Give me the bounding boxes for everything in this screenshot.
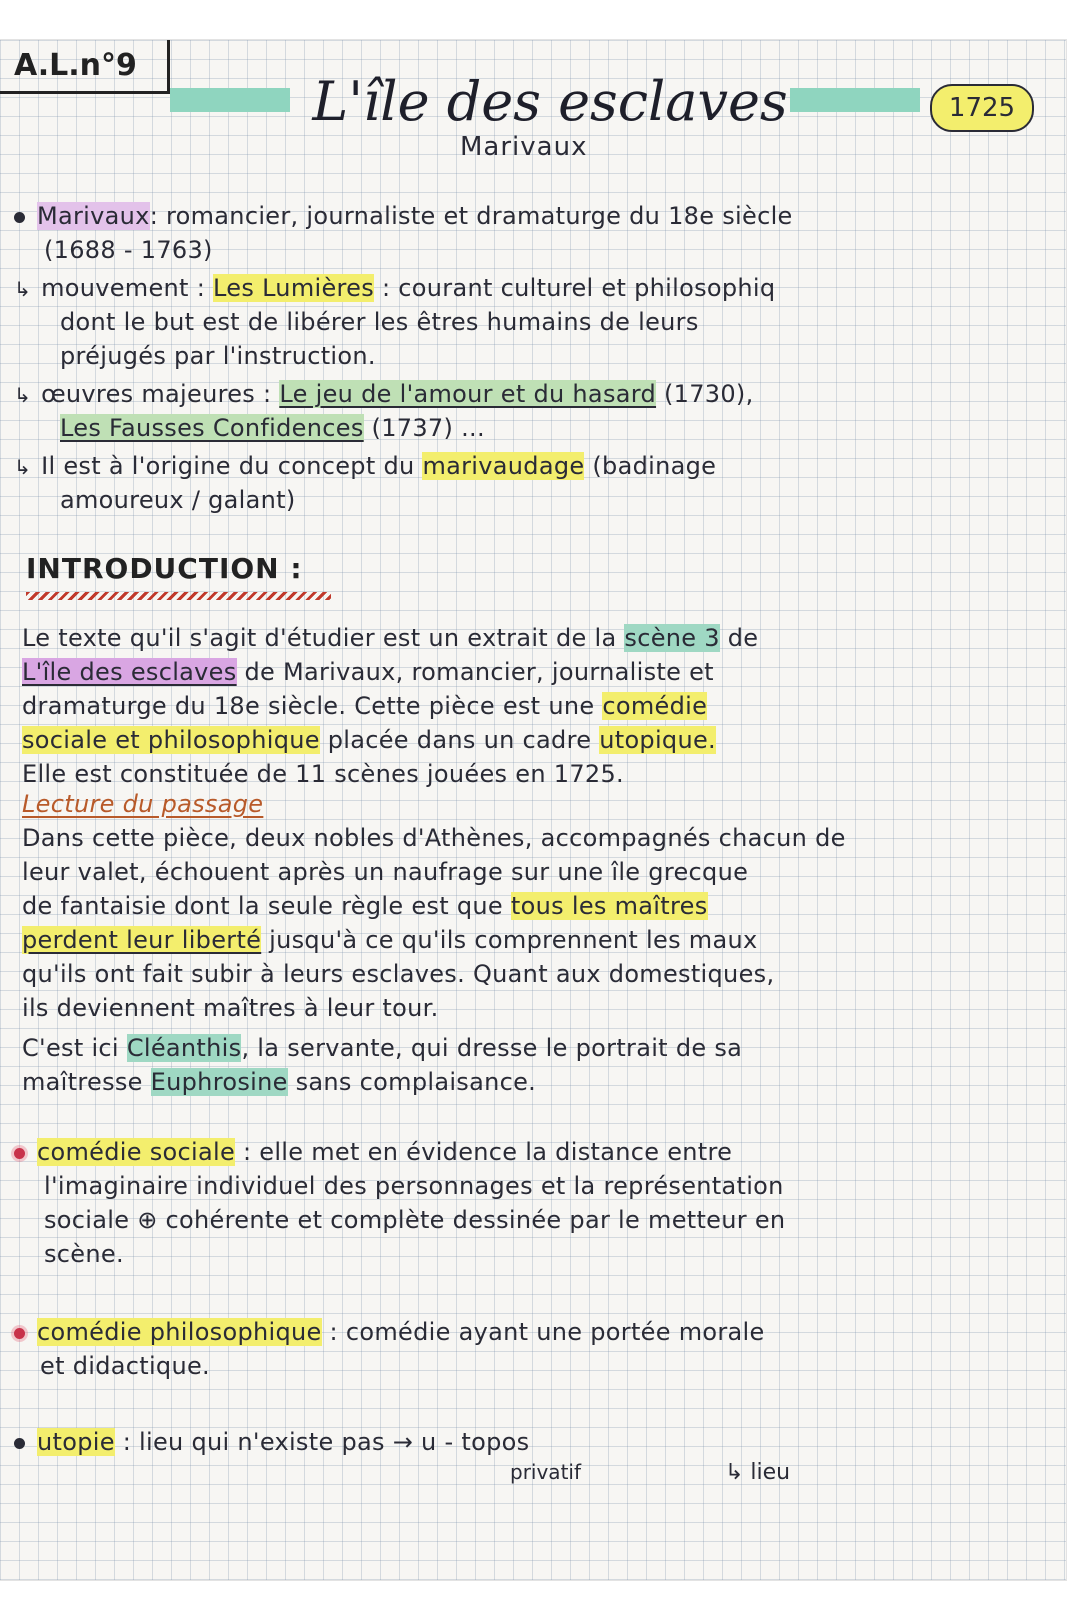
intro-p2-l6: ils deviennent maîtres à leur tour. <box>22 994 439 1022</box>
bio-movement-2: dont le but est de libérer les êtres humains de leurs <box>60 308 699 336</box>
author-highlight: Marivaux <box>37 202 150 230</box>
work-title-1: Le jeu de l'amour et du hasard <box>279 380 657 408</box>
scene-highlight: scène 3 <box>624 624 720 652</box>
intro-p2-l4 <box>22 922 758 958</box>
place-label: ↳ lieu <box>725 1460 791 1485</box>
bio-movement-3: préjugés par l'instruction. <box>60 342 376 370</box>
def-text: : lieu qui n'existe pas → u - topos <box>114 1428 530 1456</box>
privative-label: privatif <box>510 1460 582 1484</box>
genre-highlight: comédie <box>602 692 708 720</box>
bullet-dot-icon <box>14 1148 25 1159</box>
movement-lead: mouvement : <box>41 274 214 302</box>
bio-line-1-text: : romancier, journaliste et dramaturge du 18e siècle <box>149 202 793 230</box>
intro-text: jusqu'à ce qu'ils comprennent les maux <box>261 926 758 954</box>
def-utopia-l1 <box>14 1424 529 1460</box>
al-label: A.L.n°9 <box>14 48 137 83</box>
def-philo-l2: et didactique. <box>40 1352 210 1380</box>
def-social-l4: scène. <box>44 1240 124 1268</box>
section-title-introduction: INTRODUCTION : <box>26 552 303 585</box>
intro-p1-l1 <box>22 620 758 656</box>
year-badge <box>930 84 1034 132</box>
play-title-highlight: L'île des esclaves <box>22 658 237 686</box>
bullet-dot-icon <box>14 1328 25 1339</box>
bio-movement <box>14 270 775 307</box>
concept-rest: (badinage <box>584 452 717 480</box>
intro-p1-l4 <box>22 722 716 758</box>
bullet-dot-icon <box>14 212 25 223</box>
bio-line-1 <box>14 198 793 234</box>
bio-line-2: (1688 - 1763) <box>44 236 213 264</box>
def-social-l2: l'imaginaire individuel des personnages et la représentation <box>44 1172 784 1200</box>
rule-highlight-2: perdent leur liberté <box>22 926 262 954</box>
work-year-2: (1737) ... <box>363 414 485 442</box>
term-philosophical-comedy: comédie philosophique <box>37 1318 322 1346</box>
intro-text: de Marivaux, romancier, journaliste et <box>236 658 714 686</box>
wavy-underline <box>26 592 331 600</box>
intro-text: de fantaisie dont la seule règle est que <box>22 892 511 920</box>
al-label-box <box>0 40 170 94</box>
character-highlight-2: Euphrosine <box>150 1068 288 1096</box>
year-label: 1725 <box>948 93 1016 123</box>
term-utopia: utopie <box>37 1428 115 1456</box>
intro-p1-l2 <box>22 654 714 690</box>
intro-text: placée dans un cadre <box>319 726 600 754</box>
intro-text: Le texte qu'il s'agit d'étudier est un extrait de la <box>22 624 625 652</box>
intro-p2-l5: qu'ils ont fait subir à leurs esclaves. Quant aux domestiques, <box>22 960 775 988</box>
def-social-l3: sociale ⊕ cohérente et complète dessinée par le metteur en <box>44 1206 786 1234</box>
arrow-right-icon: ↳ <box>14 383 32 407</box>
movement-highlight: Les Lumières <box>213 274 375 302</box>
bio-concept-2: amoureux / galant) <box>60 486 296 514</box>
bullet-dot-icon <box>14 1438 25 1449</box>
notebook-page <box>0 40 1066 1580</box>
title-band-left <box>170 88 290 112</box>
intro-text: C'est ici <box>22 1034 127 1062</box>
intro-p3-l2 <box>22 1064 536 1100</box>
intro-p1-l5: Elle est constituée de 11 scènes jouées en 1725. <box>22 760 624 788</box>
arrow-right-icon: ↳ <box>14 277 32 301</box>
intro-text: maîtresse <box>22 1068 151 1096</box>
character-highlight: Cléanthis <box>126 1034 242 1062</box>
def-social-l1 <box>14 1134 732 1170</box>
genre-highlight-2: sociale et philosophique <box>22 726 320 754</box>
intro-p1-l3 <box>22 688 707 724</box>
def-text: : elle met en évidence la distance entre <box>235 1138 733 1166</box>
term-social-comedy: comédie sociale <box>37 1138 236 1166</box>
reading-label: Lecture du passage <box>22 790 264 818</box>
intro-text: sans complaisance. <box>287 1068 537 1096</box>
def-philo-l1 <box>14 1314 765 1350</box>
intro-text: , la servante, qui dresse le portrait de sa <box>241 1034 743 1062</box>
intro-p2-l3 <box>22 888 708 924</box>
works-lead: œuvres majeures : <box>41 380 280 408</box>
concept-lead: Il est à l'origine du concept du <box>41 452 423 480</box>
rule-highlight: tous les maîtres <box>510 892 708 920</box>
work-year-1: (1730), <box>656 380 754 408</box>
intro-p3-l1 <box>22 1030 742 1066</box>
intro-p2-l1: Dans cette pièce, deux nobles d'Athènes, accompagnés chacun de <box>22 824 846 852</box>
concept-highlight: marivaudage <box>422 452 585 480</box>
bio-works-2 <box>60 410 485 446</box>
bio-concept <box>14 448 716 485</box>
page-title: L'île des esclaves <box>312 70 788 133</box>
movement-rest: : courant culturel et philosophiq <box>374 274 776 302</box>
intro-text: de <box>719 624 759 652</box>
bio-works <box>14 376 754 413</box>
arrow-right-icon: ↳ <box>14 455 32 479</box>
intro-text: dramaturge du 18e siècle. Cette pièce est une <box>22 692 603 720</box>
intro-p2-l2: leur valet, échouent après un naufrage sur une île grecque <box>22 858 749 886</box>
author-name: Marivaux <box>460 132 588 162</box>
def-text: : comédie ayant une portée morale <box>321 1318 765 1346</box>
work-title-2: Les Fausses Confidences <box>60 414 364 442</box>
utopia-highlight: utopique. <box>599 726 716 754</box>
